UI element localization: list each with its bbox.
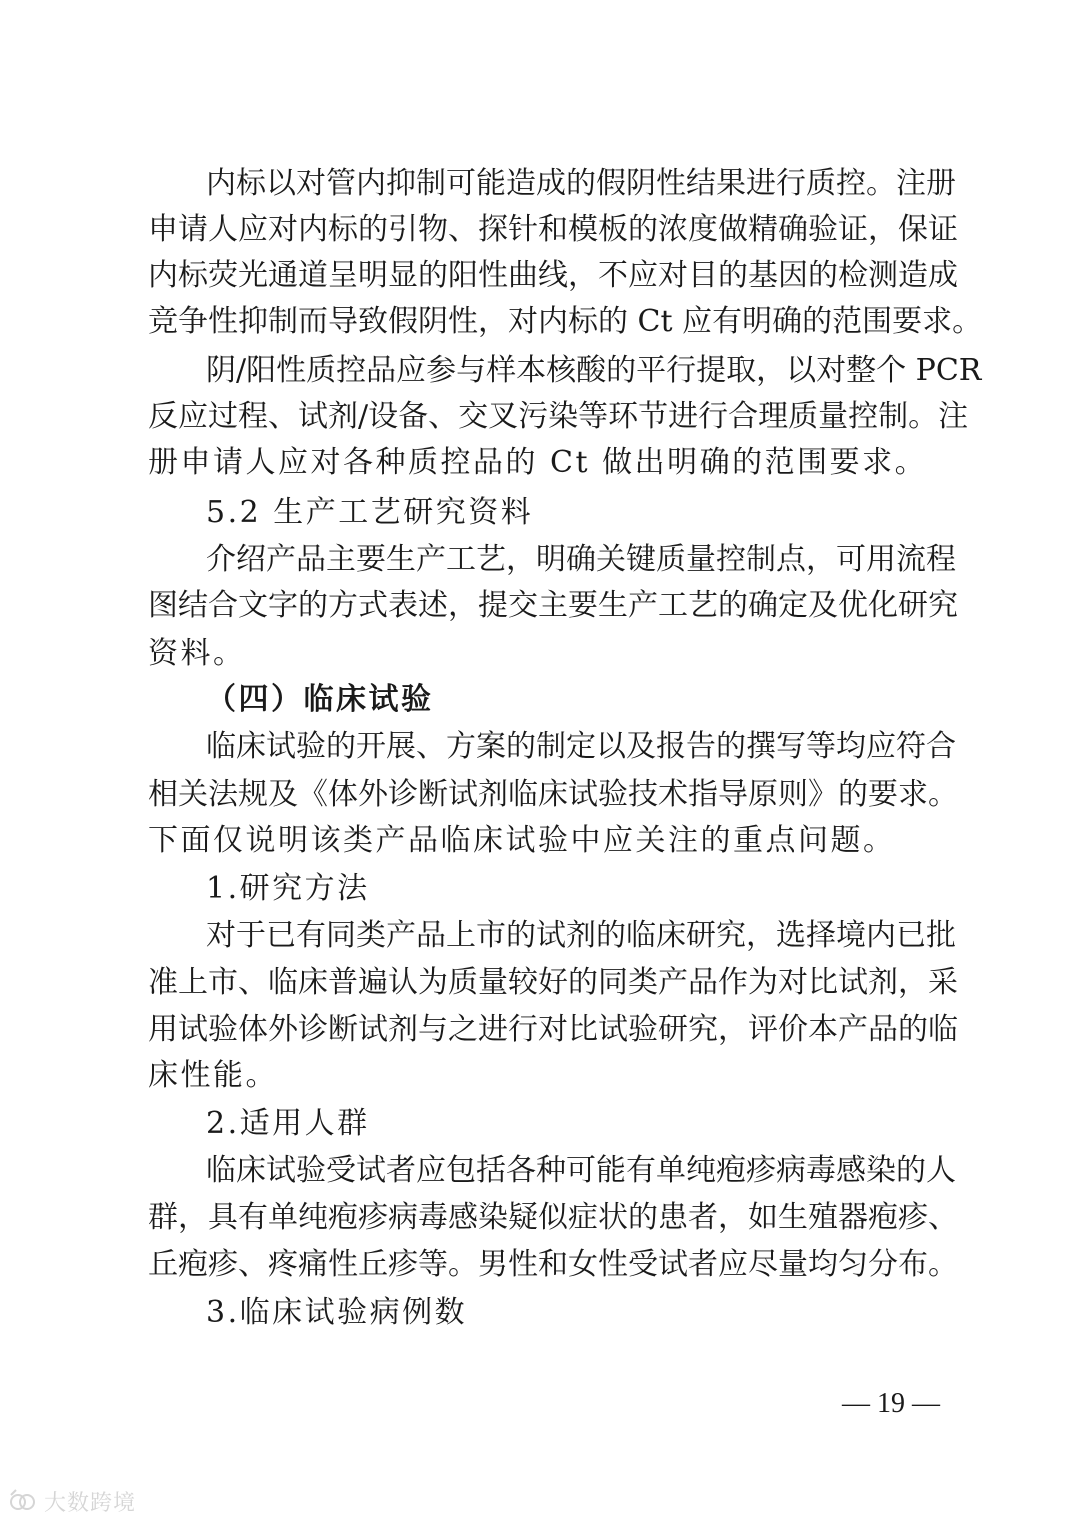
text-line: 资料。 [148, 636, 246, 671]
text-line: 申请人应对内标的引物、探针和模板的浓度做精确验证，保证 [148, 212, 958, 247]
section-heading: 5.2 生产工艺研究资料 [206, 495, 534, 530]
watermark [8, 1486, 136, 1516]
text-line: 册申请人应对各种质控品的 Ct 做出明确的范围要求。 [148, 445, 928, 480]
text-line: 丘疱疹、疼痛性丘疹等。男性和女性受试者应尽量均匀分布。 [148, 1247, 958, 1282]
page-number: — 19 — [842, 1388, 940, 1419]
text-line: 对于已有同类产品上市的试剂的临床研究，选择境内已批 [206, 918, 956, 953]
text-line: 阴/阳性质控品应参与样本核酸的平行提取，以对整个 PCR [206, 353, 982, 388]
text-line: 群，具有单纯疱疹病毒感染疑似症状的患者，如生殖器疱疹、 [148, 1200, 958, 1235]
text-line: 竞争性抑制而导致假阴性，对内标的 Ct 应有明确的范围要求。 [148, 304, 983, 339]
section-heading: 3.临床试验病例数 [206, 1295, 468, 1330]
watermark-text: 大数跨境 [44, 1490, 137, 1516]
text-line: 内标以对管内抑制可能造成的假阴性结果进行质控。注册 [206, 166, 956, 201]
text-line: 用试验体外诊断试剂与之进行对比试验研究，评价本产品的临 [148, 1012, 958, 1047]
text-line: 图结合文字的方式表述，提交主要生产工艺的确定及优化研究 [148, 588, 958, 623]
text-line: 介绍产品主要生产工艺，明确关键质量控制点，可用流程 [206, 542, 956, 577]
text-line: 内标荧光通道呈明显的阳性曲线，不应对目的基因的检测造成 [148, 258, 958, 293]
text-line: 床性能。 [148, 1058, 278, 1093]
text-line: 临床试验受试者应包括各种可能有单纯疱疹病毒感染的人 [206, 1153, 956, 1188]
text-line: 相关法规及《体外诊断试剂临床试验技术指导原则》的要求。 [148, 777, 958, 812]
text-line: 下面仅说明该类产品临床试验中应关注的重点问题。 [148, 823, 896, 858]
text-line: 反应过程、试剂/设备、交叉污染等环节进行合理质量控制。注 [148, 399, 969, 434]
section-heading: 1.研究方法 [206, 871, 370, 906]
text-line: 临床试验的开展、方案的制定以及报告的撰写等均应符合 [206, 729, 956, 764]
section-heading: 2.适用人群 [206, 1106, 370, 1141]
brand-logo-icon [8, 1486, 38, 1516]
section-heading: （四）临床试验 [206, 682, 434, 717]
text-line: 准上市、临床普遍认为质量较好的同类产品作为对比试剂，采 [148, 965, 958, 1000]
